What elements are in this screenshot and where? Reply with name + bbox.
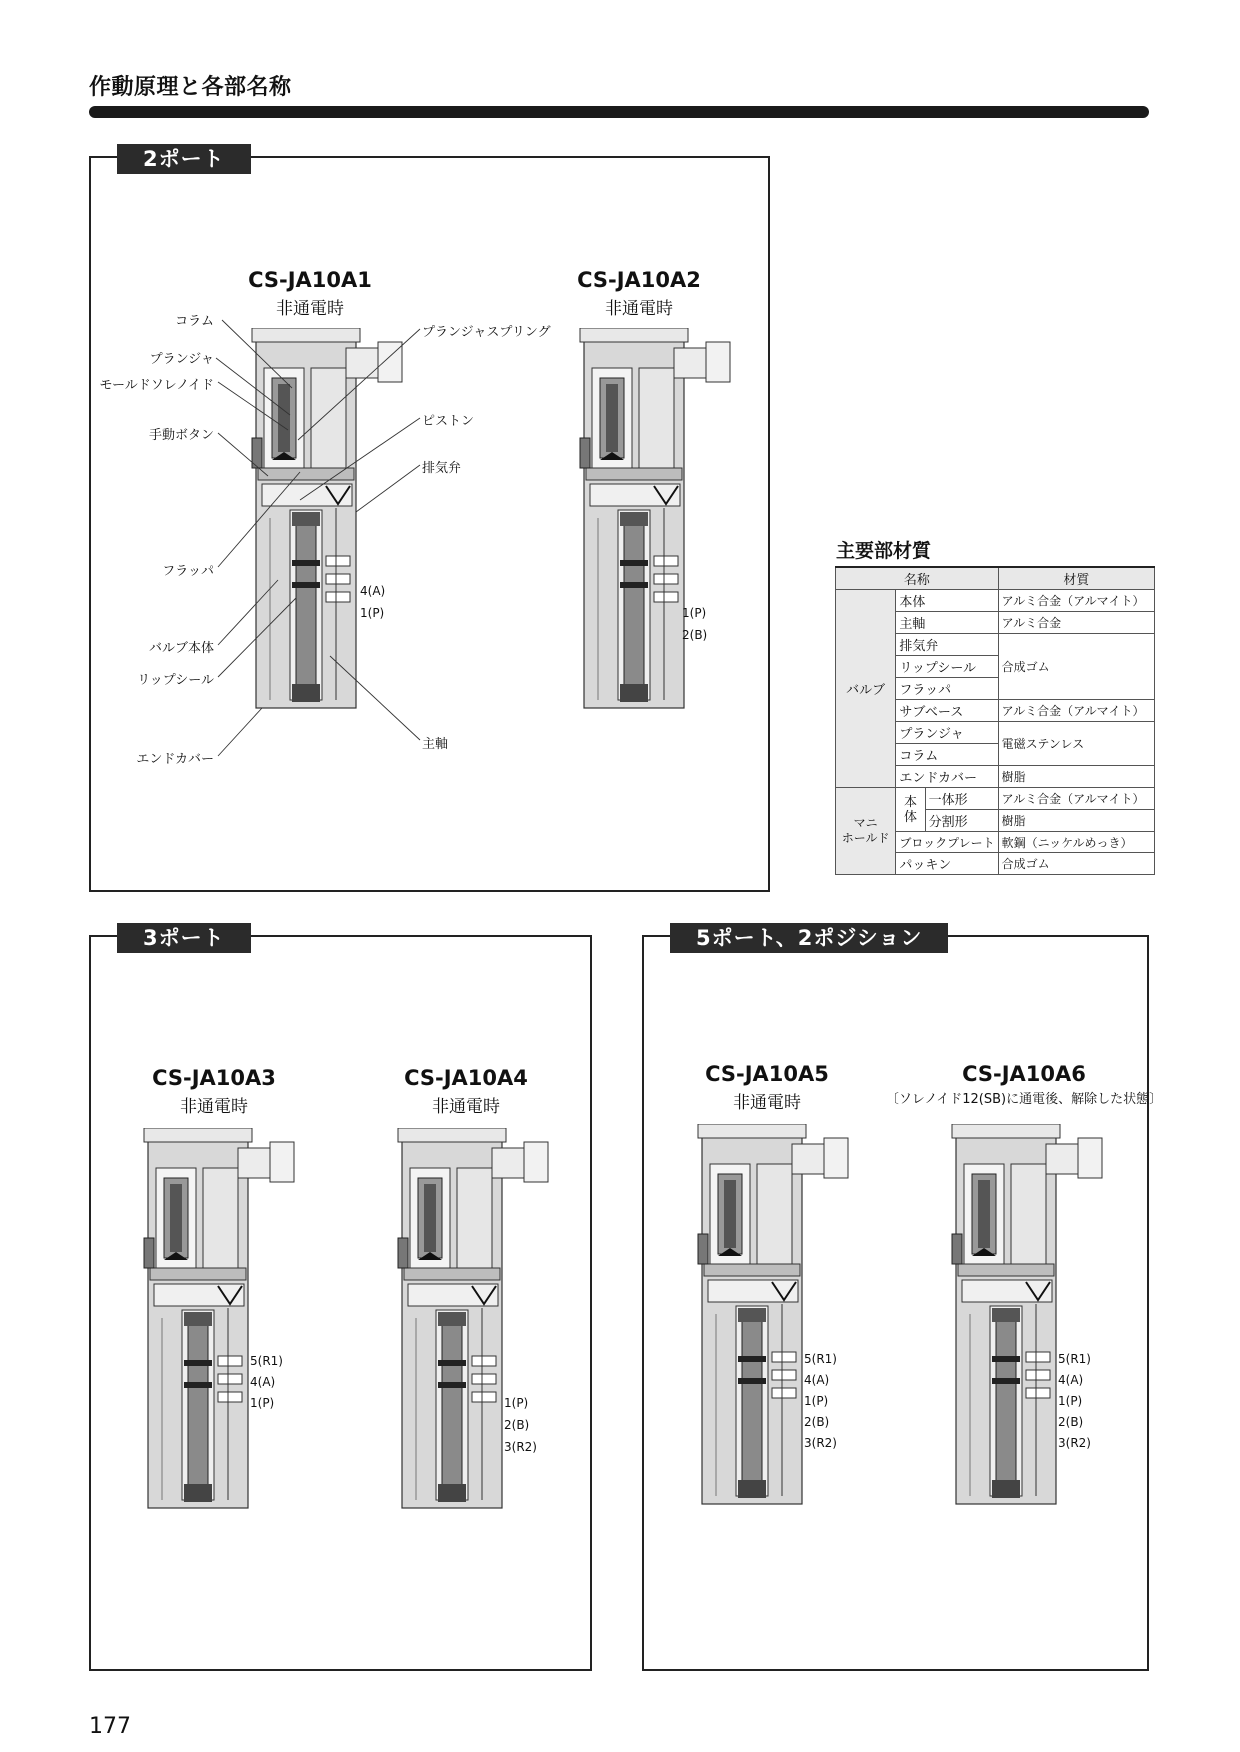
- port-label: 1(P): [250, 1396, 275, 1410]
- title-bar: [89, 106, 1149, 118]
- model-name-a3: CS-JA10A3: [152, 1066, 276, 1090]
- model-state-a3: 非通電時: [180, 1097, 248, 1117]
- port-label: 3(R2): [1058, 1436, 1091, 1450]
- port-label: 2(B): [1058, 1415, 1084, 1429]
- model-state-a4: 非通電時: [432, 1097, 500, 1117]
- part-material: 電磁ステンレス: [998, 722, 1154, 766]
- body-label: 本 体: [896, 788, 925, 832]
- port-label: 1(P): [504, 1396, 529, 1410]
- callout-molded-solenoid: モールドソレノイド: [99, 378, 214, 393]
- model-name-a2: CS-JA10A2: [577, 268, 701, 292]
- port-label: 5(R1): [804, 1352, 837, 1366]
- panel-tab-5-port: 5ポート、2ポジション: [670, 923, 948, 953]
- part-name: パッキン: [896, 853, 998, 875]
- part-material: 合成ゴム: [998, 634, 1154, 700]
- callout-main-shaft: 主軸: [422, 737, 449, 752]
- panel-tab-3-port: 3ポート: [117, 923, 251, 953]
- group-manifold: マニ ホールド: [836, 788, 896, 875]
- part-name: 排気弁: [896, 634, 998, 656]
- port-label: 4(A): [1058, 1373, 1084, 1387]
- valve-diagram-a1: [250, 328, 410, 728]
- port-label: 5(R1): [1058, 1352, 1091, 1366]
- part-name: コラム: [896, 744, 998, 766]
- header-material: 材質: [998, 567, 1154, 590]
- port-label: 1(P): [360, 606, 385, 620]
- group-valve: バルブ: [836, 590, 896, 788]
- callout-exhaust-valve: 排気弁: [422, 461, 462, 476]
- part-material: アルミ合金（アルマイト）: [998, 590, 1154, 612]
- model-state-a2: 非通電時: [605, 299, 673, 319]
- page-title: 作動原理と各部名称: [89, 75, 292, 100]
- part-name: フラッパ: [896, 678, 998, 700]
- model-name-a4: CS-JA10A4: [404, 1066, 528, 1090]
- part-name: リップシール: [896, 656, 998, 678]
- part-material: アルミ合金（アルマイト）: [998, 700, 1154, 722]
- materials-table: [835, 566, 1155, 875]
- part-material: 樹脂: [998, 766, 1154, 788]
- port-label: 2(B): [504, 1418, 530, 1432]
- part-material: 軟鋼（ニッケルめっき）: [998, 832, 1154, 853]
- port-label: 5(R1): [250, 1354, 283, 1368]
- part-name: 本体: [896, 590, 998, 612]
- part-name: エンドカバー: [896, 766, 998, 788]
- page-number: 177: [89, 1714, 131, 1739]
- materials-title: 主要部材質: [836, 540, 932, 562]
- model-state-a1: 非通電時: [276, 299, 344, 319]
- part-name: 分割形: [925, 810, 998, 832]
- port-label: 1(P): [804, 1394, 829, 1408]
- port-label: 3(R2): [804, 1436, 837, 1450]
- valve-diagram-a6: [950, 1124, 1110, 1524]
- part-name: ブロックプレート: [896, 832, 998, 853]
- port-label: 4(A): [360, 584, 386, 598]
- part-name: 主軸: [896, 612, 998, 634]
- callout-manual-button: 手動ボタン: [148, 428, 214, 443]
- model-state-a5: 非通電時: [733, 1093, 801, 1113]
- part-material: 合成ゴム: [998, 853, 1154, 875]
- model-name-a1: CS-JA10A1: [248, 268, 372, 292]
- callout-end-cover: エンドカバー: [136, 752, 214, 767]
- panel-tab-2-port: 2ポート: [117, 144, 251, 174]
- port-label: 4(A): [804, 1373, 830, 1387]
- part-name: サブベース: [896, 700, 998, 722]
- callout-column: コラム: [175, 314, 214, 329]
- valve-diagram-a5: [696, 1124, 856, 1524]
- callout-lip-seal: リップシール: [137, 673, 214, 688]
- port-label: 4(A): [250, 1375, 276, 1389]
- valve-diagram-a2: [578, 328, 738, 728]
- header-name: 名称: [836, 567, 999, 590]
- valve-diagram-a3: [142, 1128, 302, 1528]
- part-material: 樹脂: [998, 810, 1154, 832]
- port-label: 2(B): [682, 628, 708, 642]
- callout-valve-body: バルブ本体: [148, 641, 214, 656]
- valve-diagram-a4: [396, 1128, 556, 1528]
- port-label: 1(P): [682, 606, 707, 620]
- port-label: 3(R2): [504, 1440, 537, 1454]
- part-name: プランジャ: [896, 722, 998, 744]
- callout-plunger: プランジャ: [149, 352, 214, 367]
- callout-piston: ピストン: [422, 414, 475, 429]
- model-name-a5: CS-JA10A5: [705, 1062, 829, 1086]
- port-label: 1(P): [1058, 1394, 1083, 1408]
- model-name-a6: CS-JA10A6: [962, 1062, 1086, 1086]
- part-material: アルミ合金: [998, 612, 1154, 634]
- port-label: 2(B): [804, 1415, 830, 1429]
- model-state-a6: 〔ソレノイド12(SB)に通電後、解除した状態〕: [885, 1092, 1163, 1107]
- callout-plunger-spring: プランジャスプリング: [422, 325, 551, 340]
- callout-flapper: フラッパ: [162, 564, 214, 579]
- part-name: 一体形: [925, 788, 998, 810]
- part-material: アルミ合金（アルマイト）: [998, 788, 1154, 810]
